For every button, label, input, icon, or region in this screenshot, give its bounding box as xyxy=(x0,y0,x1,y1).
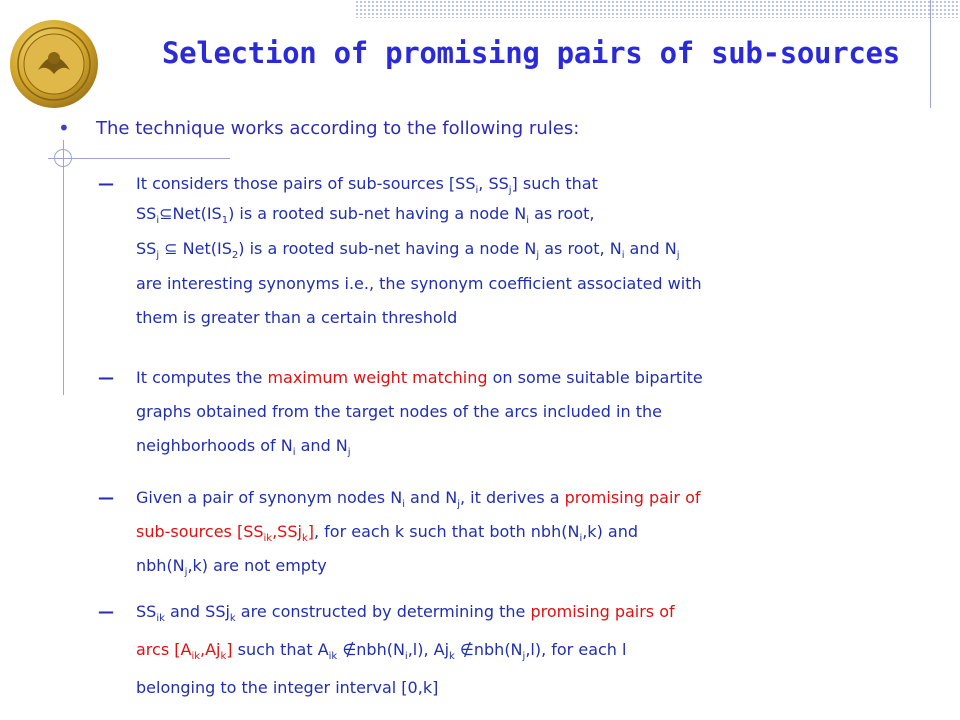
rule2-line2: graphs obtained from the target nodes of the arcs included in the xyxy=(136,402,662,421)
highlight-promising-pair: promising pair of xyxy=(564,488,701,507)
dash-icon: — xyxy=(98,174,114,193)
rule2-line3: neighborhoods of $N_i$ and $N_j$ xyxy=(136,436,351,459)
dash-icon: — xyxy=(98,368,114,387)
rule1-line4: are interesting synonyms i.e., the synonym coefficient associated with xyxy=(136,274,702,293)
rule3-line3: $nbh(N_j,k)$ are not empty xyxy=(136,556,327,579)
rule1-line2: $SS_i⊆Net(IS_1)$ is a rooted sub-net having a node $N_i$ as root, xyxy=(136,204,595,227)
dash-icon: — xyxy=(98,488,114,507)
bullet-icon: • xyxy=(58,116,70,140)
highlight-promising-pairs: promising pairs of xyxy=(530,602,675,621)
left-horizontal-rule xyxy=(48,158,230,159)
rule1-line3: $SS_j$ ⊆ $Net(IS_2)$ is a rooted sub-net having a node $N_j$ as root, $N_i$ and $N_j$ xyxy=(136,239,680,262)
rule3-line2: sub-sources $[SS_{ik},SSj_k]$, for each k such that both $nbh(N_i,k)$ and xyxy=(136,522,638,545)
highlight-maximum-weight-matching: maximum weight matching xyxy=(267,368,488,387)
rule4-line1: $SS_{ik}$ and SSj$_k$ are constructed by determining the promising pairs of xyxy=(136,602,675,625)
slide-title: Selection of promising pairs of sub-sources xyxy=(162,36,900,70)
right-vertical-rule xyxy=(930,0,931,108)
rule4-line2: arcs $[A_{ik},Aj_k]$ such that $A_{ik}$ $\notin nbh(N_i,l)$, $Aj_k$ $\notin nbh(N_j,l)$, for each l xyxy=(136,640,627,663)
left-vertical-rule xyxy=(63,140,64,395)
rule1-line1: It considers those pairs of sub-sources [$SS_i$, $SS_j$] such that xyxy=(136,174,598,197)
rule1-line5: them is greater than a certain threshold xyxy=(136,308,458,327)
intro-text: The technique works according to the following rules: xyxy=(96,118,580,139)
university-seal-logo xyxy=(8,18,100,110)
rule2-line1: It computes the maximum weight matching on some suitable bipartite xyxy=(136,368,703,387)
corner-circle-ornament xyxy=(54,149,72,167)
dotted-header-band xyxy=(355,0,960,18)
rule4-line3: belonging to the integer interval [0,k] xyxy=(136,678,439,697)
dash-icon: — xyxy=(98,602,114,621)
rule3-line1: Given a pair of synonym nodes $N_i$ and $N_j$, it derives a promising pair of xyxy=(136,488,701,511)
